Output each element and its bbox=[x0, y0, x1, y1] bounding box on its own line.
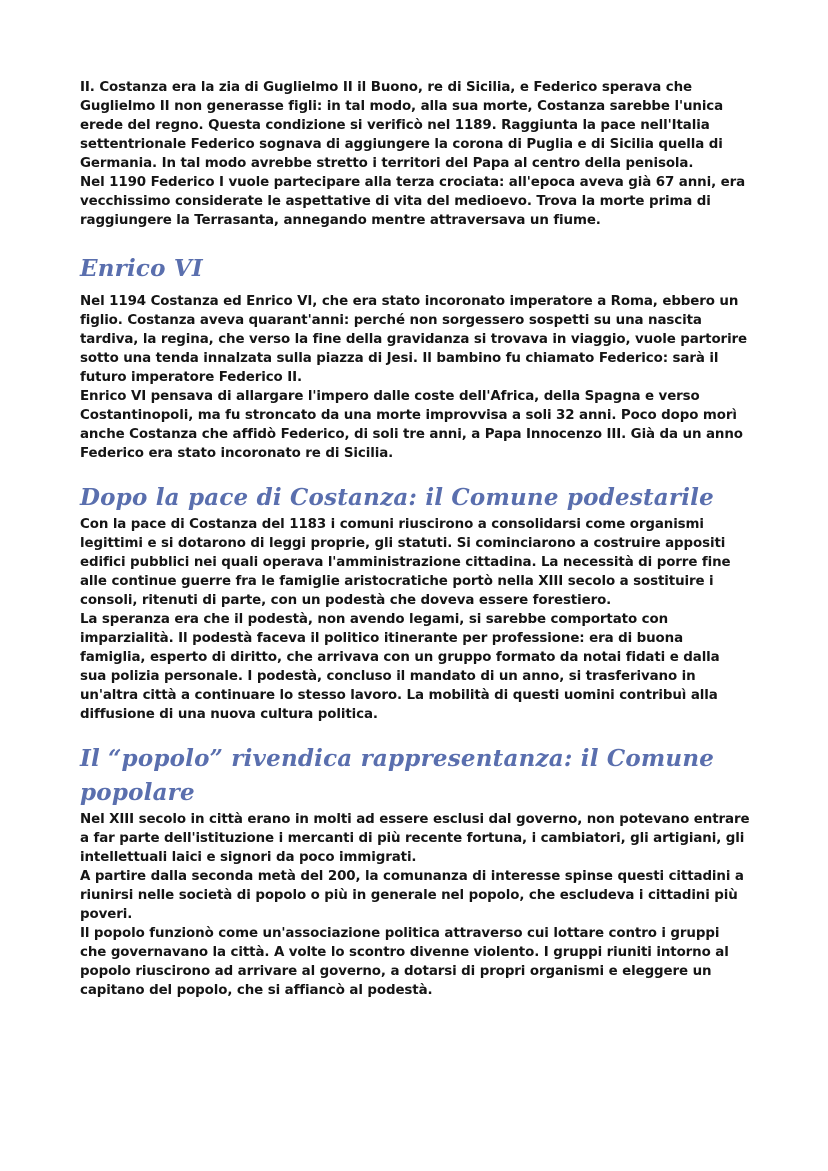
section-heading: Dopo la pace di Costanza: il Comune podestarile bbox=[80, 484, 714, 511]
section-comune-popolare bbox=[80, 742, 750, 1000]
section-enrico-vi bbox=[80, 252, 750, 463]
paragraph: Il popolo funzionò come un'associazione politica attraverso cui lottare contro i gruppi che governavano la città. A volte lo scontro divenne violento. I gruppi riuniti intorno al popolo riuscirono ad arrivare al governo, a dotarsi di propri organismi e eleggere un capitano del popolo, che si affiancò al podestà. bbox=[80, 926, 729, 998]
paragraph: Nel 1194 Costanza ed Enrico VI, che era stato incoronato imperatore a Roma, ebbero un figlio. Costanza aveva quarant'anni: perché non sorgessero sospetti su una nascita tardiva, la regina, che verso la fine della gravidanza si trovava in viaggio, vuole partorire sotto una tenda innalzata sulla piazza di Jesi. Il bambino fu chiamato Federico: sarà il futuro imperatore Federico II. bbox=[80, 294, 748, 385]
paragraph: Con la pace di Costanza del 1183 i comuni riuscirono a consolidarsi come organismi legittimi e si dotarono di leggi proprie, gli statuti. Si cominciarono a costruire appositi edifici pubblici nei quali operava l'amministrazione cittadina. La necessità di porre fine alle continue guerre fra le famiglie aristocratiche portò nella XIII secolo a sostituire i consoli, ritenuti di parte, con un podestà che doveva essere forestiero. bbox=[80, 517, 731, 608]
section-comune-podestarile bbox=[80, 481, 750, 724]
paragraph: La speranza era che il podestà, non avendo legami, si sarebbe comportato con imparzialità. Il podestà faceva il politico itinerante per professione: era di buona famiglia, esperto di diritto, che arrivava con un gruppo formato da notai fidati e dalla sua polizia personale. I podestà, concluso il mandato di un anno, si trasferivano in un'altra città a continuare lo stesso lavoro. La mobilità di questi uomini contribuì alla diffusione di una nuova cultura politica. bbox=[80, 612, 720, 722]
paragraph: A partire dalla seconda metà del 200, la comunanza di interesse spinse questi cittadini a riunirsi nelle società di popolo o più in generale nel popolo, che escludeva i cittadini più poveri. bbox=[80, 869, 744, 922]
paragraph: Nel XIII secolo in città erano in molti ad essere esclusi dal governo, non potevano entrare a far parte dell'istituzione i mercanti di più recente fortuna, i cambiatori, gli artigiani, gli intellettuali laici e signori da poco immigrati. bbox=[80, 812, 750, 865]
paragraph: Nel 1190 Federico I vuole partecipare alla terza crociata: all'epoca aveva già 67 anni, era vecchissimo considerate le aspettative di vita del medioevo. Trova la morte prima di raggiungere la Terrasanta, annegando mentre attraversava un fiume. bbox=[80, 175, 746, 228]
section-heading: Enrico VI bbox=[80, 255, 203, 282]
section-heading: Il “popolo” rivendica rappresentanza: il Comune popolare bbox=[80, 745, 715, 806]
intro-block bbox=[80, 78, 750, 230]
paragraph: II. Costanza era la zia di Guglielmo II il Buono, re di Sicilia, e Federico sperava che Guglielmo II non generasse figli: in tal modo, alla sua morte, Costanza sarebbe l'unica erede del regno. Questa condizione si verificò nel 1189. Raggiunta la pace nell'Italia settentrionale Federico sognava di aggiungere la corona di Puglia e di Sicilia quella di Germania. In tal modo avrebbe stretto i territori del Papa al centro della penisola. bbox=[80, 80, 724, 171]
paragraph: Enrico VI pensava di allargare l'impero dalle coste dell'Africa, della Spagna e verso Costantinopoli, ma fu stroncato da una morte improvvisa a soli 32 anni. Poco dopo morì anche Costanza che affidò Federico, di soli tre anni, a Papa Innocenzo III. Già da un anno Federico era stato incoronato re di Sicilia. bbox=[80, 389, 743, 461]
